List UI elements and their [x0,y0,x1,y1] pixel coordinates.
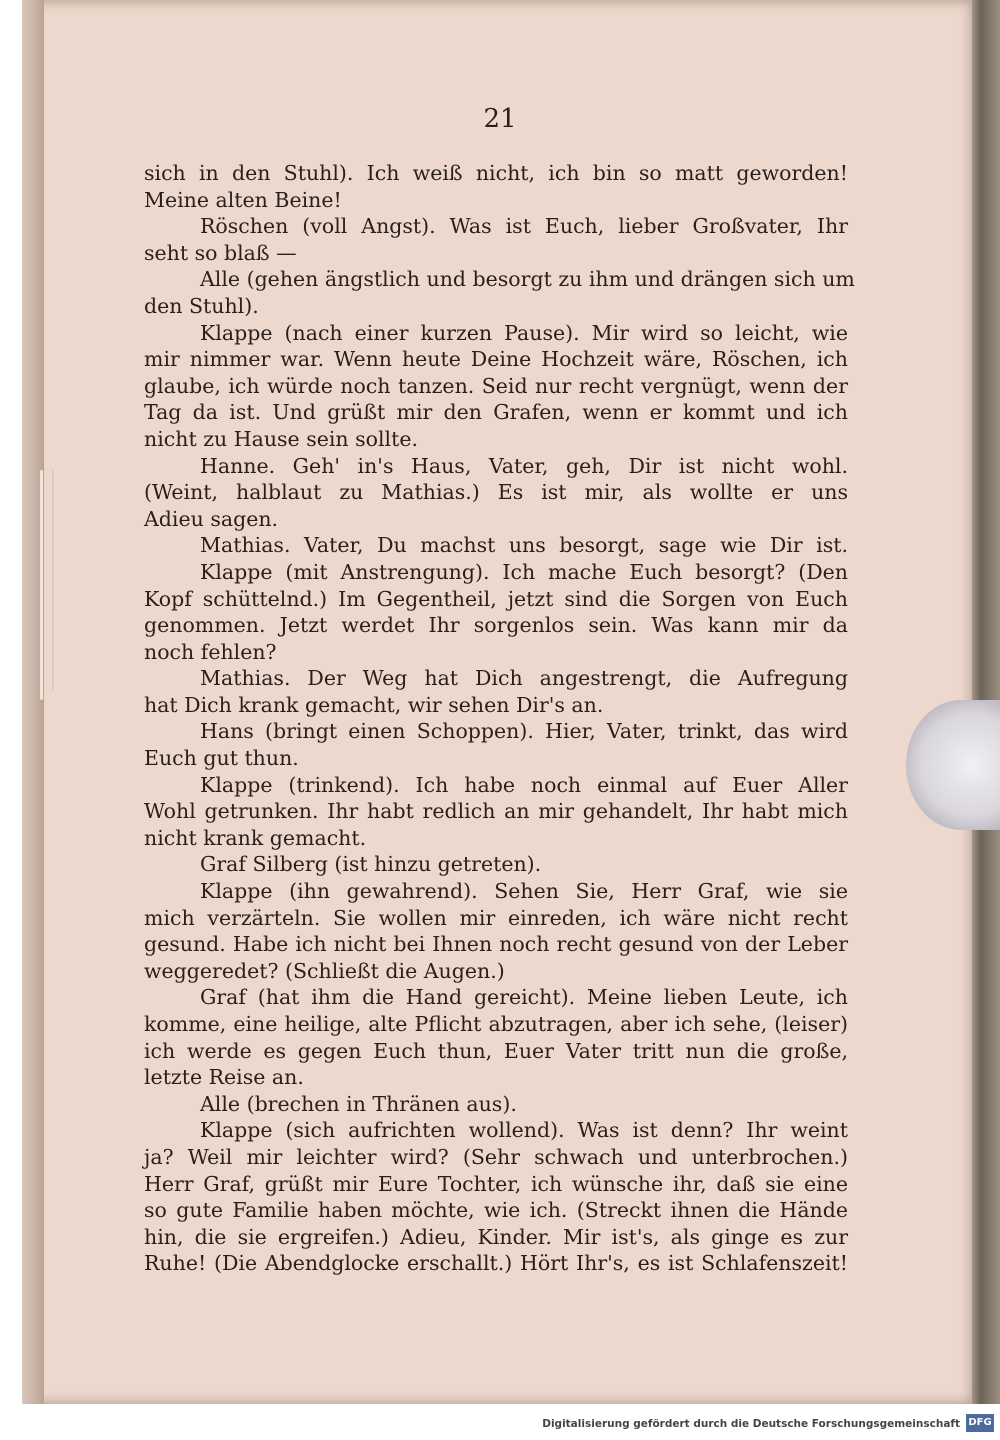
text-line: ja? Weil mir leichter wird? (Sehr schwach und unterbrochen.) [144,1144,848,1169]
binding-thread [52,470,54,690]
text-line: Alle (gehen ängstlich und besorgt zu ihm und drängen sich um [200,267,855,292]
text-line: nicht zu Hause sein sollte. [144,426,418,451]
text-line: genommen. Jetzt werdet Ihr sorgenlos sein. Was kann mir da [144,613,848,638]
text-line: Klappe (trinkend). Ich habe noch einmal auf Euer Aller [200,772,848,797]
text-line: nicht krank gemacht. [144,825,367,850]
text-line: ich werde es gegen Euch thun, Euer Vater tritt nun die große, [144,1038,848,1063]
text-line: Meine alten Beine! [144,187,342,212]
text-line: den Stuhl). [144,293,259,318]
book-spine [22,0,44,1404]
text-line: Ruhe! (Die Abendglocke erschallt.) Hört Ihr's, es ist Schlafenszeit! [144,1251,848,1276]
text-line: Wohl getrunken. Ihr habt redlich an mir gehandelt, Ihr habt mich [144,799,848,824]
text-line: glaube, ich würde noch tanzen. Seid nur recht vergnügt, wenn der [144,373,848,398]
text-line: Hans (bringt einen Schoppen). Hier, Vater, trinkt, das wird [200,719,848,744]
text-line: mir nimmer war. Wenn heute Deine Hochzeit wäre, Röschen, ich [144,347,848,372]
text-line: Euch gut thun. [144,746,299,771]
text-line: Mathias. Der Weg hat Dich angestrengt, die Aufregung [200,666,848,691]
text-line: mich verzärteln. Sie wollen mir einreden, ich wäre nicht recht [144,905,848,930]
text-line: noch fehlen? [144,639,277,664]
text-line: so gute Familie haben möchte, wie ich. (Streckt ihnen die Hände [144,1198,848,1223]
text-line: Hanne. Geh' in's Haus, Vater, geh, Dir ist nicht wohl. [200,453,848,478]
dfg-logo: DFG [966,1414,994,1432]
text-line: sich in den Stuhl). Ich weiß nicht, ich bin so matt geworden! [144,161,848,185]
text-line: letzte Reise an. [144,1065,304,1090]
text-line: hat Dich krank gemacht, wir sehen Dir's an. [144,692,604,717]
text-line: Graf Silberg (ist hinzu getreten). [200,852,542,877]
text-line: Klappe (mit Anstrengung). Ich mache Euch besorgt? (Den [200,559,848,584]
footer-credit: Digitalisierung gefördert durch die Deutsche Forschungsgemeinschaft [542,1418,960,1430]
text-line: Alle (brechen in Thränen aus). [200,1091,517,1116]
text-line: weggeredet? (Schließt die Augen.) [144,958,505,983]
text-line: Kopf schüttelnd.) Im Gegentheil, jetzt sind die Sorgen von Euch [144,586,848,611]
text-line: Graf (hat ihm die Hand gereicht). Meine lieben Leute, ich [200,985,848,1010]
body-text [144,160,855,1277]
text-line: Klappe (ihn gewahrend). Sehen Sie, Herr Graf, wie sie [200,879,848,904]
text-line: Klappe (nach einer kurzen Pause). Mir wird so leicht, wie [200,320,848,345]
text-line: Mathias. Vater, Du machst uns besorgt, sage wie Dir ist. [200,533,848,558]
text-line: seht so blaß — [144,240,297,265]
text-line: Tag da ist. Und grüßt mir den Grafen, wenn er kommt und ich [144,400,848,425]
binding-thread [40,470,43,700]
text-line: hin, die sie ergreifen.) Adieu, Kinder. Mir ist's, als ginge es zur [144,1224,848,1249]
page-number: 21 [483,104,517,134]
text-line: komme, eine heilige, alte Pflicht abzutragen, aber ich sehe, (leiser) [144,1012,848,1036]
footer [0,1404,1000,1440]
text-line: Klappe (sich aufrichten wollend). Was ist denn? Ihr weint [200,1118,848,1143]
text-line: Röschen (voll Angst). Was ist Euch, lieber Großvater, Ihr [200,214,848,239]
text-line: Herr Graf, grüßt mir Eure Tochter, ich wünsche ihr, daß sie eine [144,1171,848,1196]
text-line: Adieu sagen. [144,506,279,531]
text-line: (Weint, halblaut zu Mathias.) Es ist mir, als wollte er uns [144,480,848,505]
text-line: gesund. Habe ich nicht bei Ihnen noch recht gesund von der Leber [144,932,848,957]
